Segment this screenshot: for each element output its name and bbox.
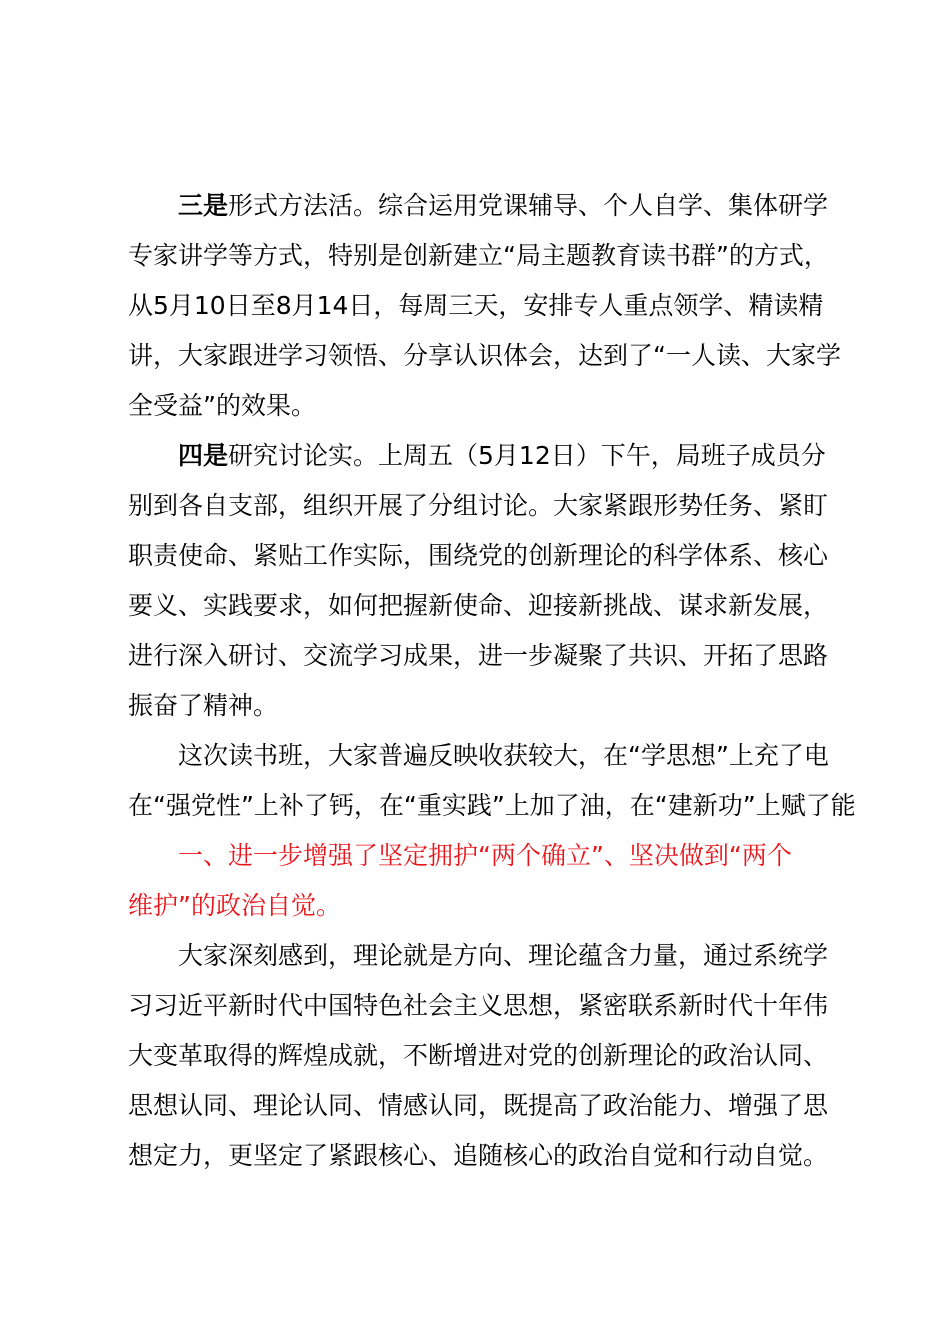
paragraph-line	[128, 181, 868, 231]
paragraph-line: 进行深入研讨、交流学习成果，进一步凝聚了共识、开拓了思路	[128, 641, 829, 670]
paragraph-line: 大家深刻感到，理论就是方向、理论蕴含力量，通过系统学	[178, 941, 829, 970]
paragraph-line: 别到各自支部，组织开展了分组讨论。大家紧跟形势任务、紧盯	[128, 491, 829, 520]
paragraph-line: 思想认同、理论认同、情感认同，既提高了政治能力、增强了思	[128, 1091, 829, 1120]
paragraph-line: 要义、实践要求，如何把握新使命、迎接新挑战、谋求新发展，	[128, 591, 829, 620]
paragraph-line: 讲，大家跟进学习领悟、分享认识体会，达到了“一人读、大家学	[128, 341, 841, 370]
paragraph-line: 振奋了精神。	[128, 691, 279, 720]
paragraph-text: 形式方法活。综合运用党课辅导、个人自学、集体研学	[228, 191, 829, 220]
paragraph-line: 专家讲学等方式，特别是创新建立“局主题教育读书群”的方式，	[128, 241, 829, 270]
paragraph-line: 想定力，更坚定了紧跟核心、追随核心的政治自觉和行动自觉。	[128, 1141, 829, 1170]
section-heading-line: 一、进一步增强了坚定拥护“两个确立”、坚决做到“两个	[178, 841, 792, 870]
section-heading-line: 维护”的政治自觉。	[128, 891, 341, 920]
paragraph-line: 这次读书班，大家普遍反映收获较大，在“学思想”上充了电	[178, 741, 829, 770]
paragraph-lead-bold: 四是	[178, 441, 229, 470]
paragraph-text: 研究讨论实。上周五（5月12日）下午，局班子成员分	[228, 441, 826, 470]
paragraph-lead-bold: 三是	[178, 191, 229, 220]
document-body	[128, 181, 868, 1181]
paragraph-line: 在“强党性”上补了钙，在“重实践”上加了油，在“建新功”上赋了能	[128, 791, 856, 820]
paragraph-line	[128, 431, 868, 481]
paragraph-line: 全受益”的效果。	[128, 391, 316, 420]
paragraph-line: 职责使命、紧贴工作实际，围绕党的创新理论的科学体系、核心	[128, 541, 829, 570]
paragraph-line: 从5月10日至8月14日，每周三天，安排专人重点领学、精读精	[128, 291, 824, 320]
paragraph-line: 大变革取得的辉煌成就，不断增进对党的创新理论的政治认同、	[128, 1041, 829, 1070]
paragraph-line: 习习近平新时代中国特色社会主义思想，紧密联系新时代十年伟	[128, 991, 829, 1020]
